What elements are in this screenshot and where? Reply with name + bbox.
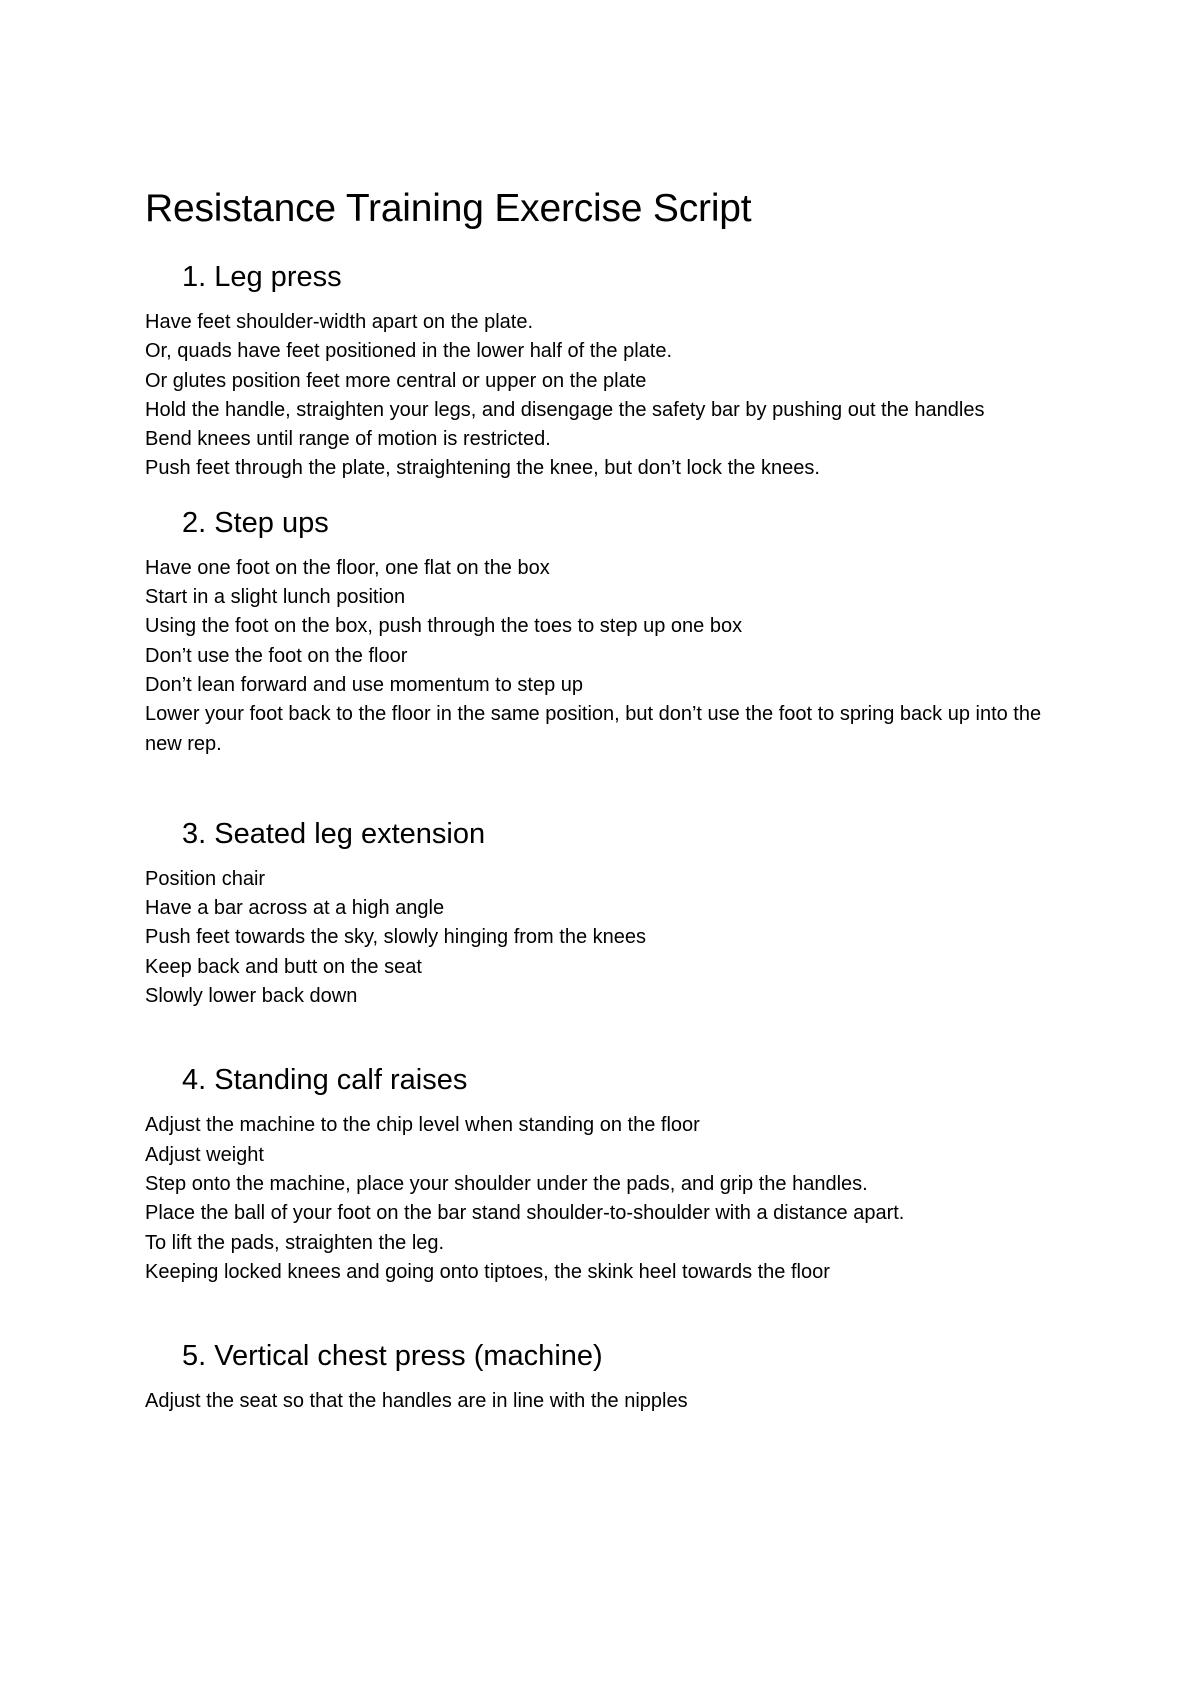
section-leg-press (145, 260, 1045, 484)
instruction-line: Push feet through the plate, straightening the knee, but don’t lock the knees. (145, 457, 820, 480)
section-heading: 4. Standing calf raises (182, 1064, 468, 1097)
document-page (145, 186, 1045, 1416)
instruction-line: Have a bar across at a high angle (145, 897, 445, 920)
instruction-line: Push feet towards the sky, slowly hinging from the knees (145, 926, 646, 949)
instruction-list (145, 1111, 1045, 1287)
instruction-list (145, 308, 1045, 484)
instruction-line: Keeping locked knees and going onto tiptoes, the skink heel towards the floor (145, 1260, 830, 1283)
section-heading: 3. Seated leg extension (182, 817, 486, 850)
instruction-line: Slowly lower back down (145, 985, 358, 1008)
instruction-line: Adjust the seat so that the handles are in line with the nipples (145, 1390, 688, 1413)
instruction-line: Don’t lean forward and use momentum to step up (145, 673, 584, 696)
section-vertical-chest-press (145, 1339, 1045, 1416)
section-heading: 5. Vertical chest press (machine) (182, 1340, 603, 1373)
section-seated-leg-extension (145, 817, 1045, 1011)
instruction-line: Lower your foot back to the floor in the same position, but don’t use the foot to spring back up into the new rep. (145, 703, 1042, 755)
instruction-line: Or, quads have feet positioned in the lower half of the plate. (145, 340, 673, 363)
instruction-list (145, 865, 1045, 1011)
instruction-list (145, 554, 1045, 759)
section-heading: 2. Step ups (182, 506, 329, 539)
instruction-line: Have one foot on the floor, one flat on the box (145, 556, 550, 579)
instruction-line: Don’t use the foot on the floor (145, 644, 408, 667)
instruction-list (145, 1387, 1045, 1416)
instruction-line: Adjust the machine to the chip level when standing on the floor (145, 1114, 700, 1137)
instruction-line: Adjust weight (145, 1143, 264, 1166)
instruction-line: Have feet shoulder-width apart on the plate. (145, 311, 534, 333)
instruction-line: Keep back and butt on the seat (145, 955, 422, 978)
section-heading: 1. Leg press (182, 261, 342, 293)
section-standing-calf-raises (145, 1063, 1045, 1287)
instruction-line: Hold the handle, straighten your legs, and disengage the safety bar by pushing out the handles (145, 398, 985, 421)
instruction-line: Or glutes position feet more central or upper on the plate (145, 369, 647, 392)
instruction-line: Place the ball of your foot on the bar stand shoulder-to-shoulder with a distance apart. (145, 1202, 905, 1225)
section-step-ups (145, 506, 1045, 759)
instruction-line: Using the foot on the box, push through the toes to step up one box (145, 615, 743, 638)
instruction-line: To lift the pads, straighten the leg. (145, 1231, 445, 1254)
instruction-line: Position chair (145, 867, 266, 890)
instruction-line: Step onto the machine, place your shoulder under the pads, and grip the handles. (145, 1172, 868, 1195)
instruction-line: Start in a slight lunch position (145, 586, 406, 609)
document-title: Resistance Training Exercise Script (145, 187, 752, 230)
instruction-line: Bend knees until range of motion is restricted. (145, 428, 551, 451)
